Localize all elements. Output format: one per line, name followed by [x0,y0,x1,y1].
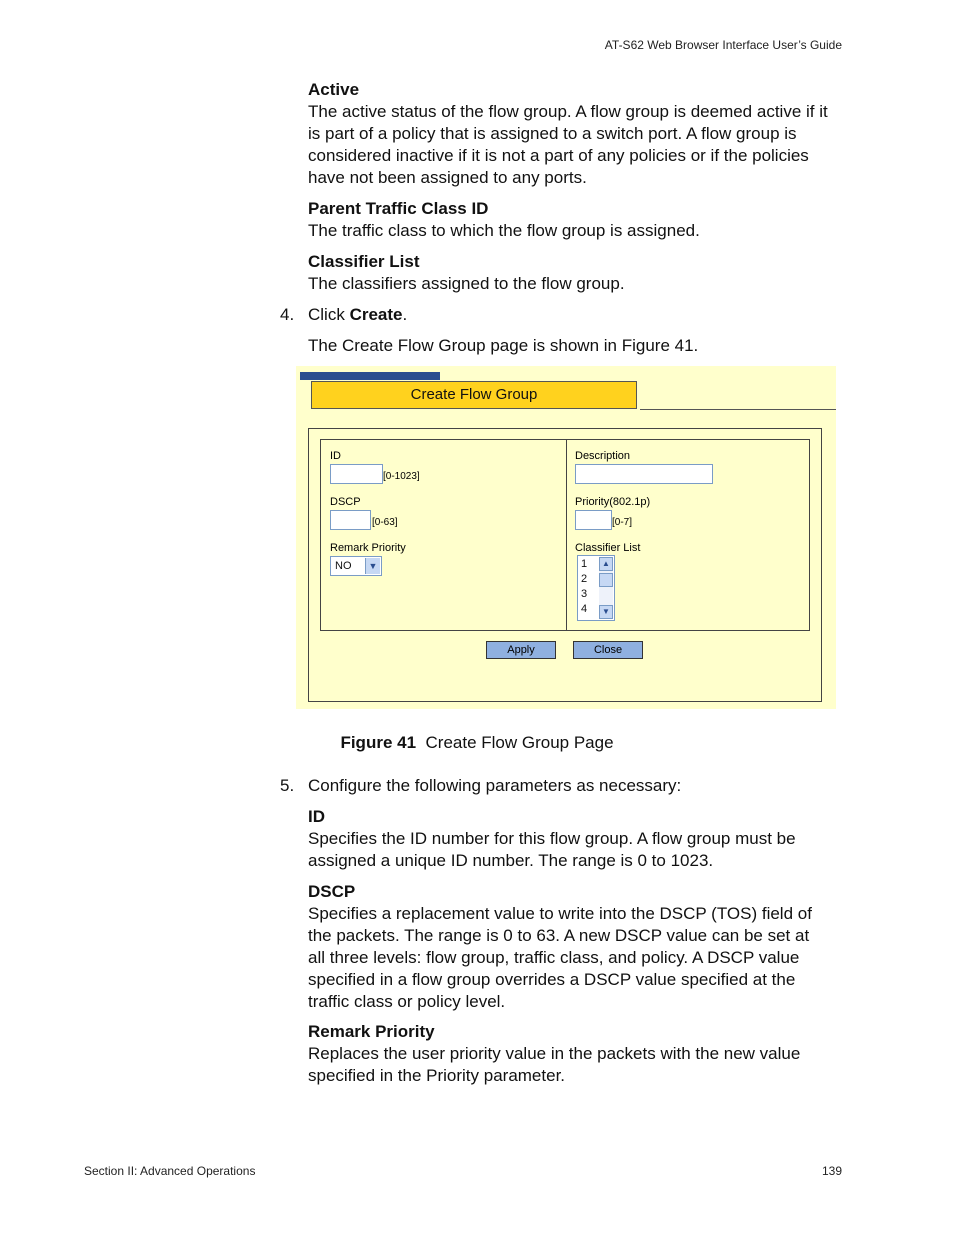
list-item[interactable]: 1 [581,558,588,570]
list-item[interactable]: 3 [581,588,588,600]
list-item[interactable]: 4 [581,603,588,615]
apply-button[interactable]: Apply [486,641,556,659]
id-range: [0-1023] [383,471,420,482]
step-instruction: Configure the following parameters as necessary: [308,776,682,795]
column-divider [566,440,567,630]
footer-section: Section II: Advanced Operations [84,1164,256,1178]
step-number: 5. [280,776,295,795]
priority-input[interactable] [575,510,612,530]
dscp-input[interactable] [330,510,371,530]
remark-priority-value: NO [335,560,352,572]
step-prefix: Click [308,305,350,324]
page-number: 139 [821,1164,842,1178]
param-desc: Replaces the user priority value in the packets with the new value specified in the Priority parameter. [308,1044,801,1085]
param-term: ID [308,807,325,826]
param-parent-traffic-class [308,198,828,242]
param-term: Active [308,80,360,99]
create-flow-group-figure [296,366,836,709]
step-number: 4. [280,305,295,324]
priority-label: Priority(802.1p) [575,496,651,508]
id-label: ID [330,450,341,462]
param-id [308,806,828,872]
param-desc: The active status of the flow group. A flow group is deemed active if it is part of a policy that is assigned to a switch port. A flow group is considered inactive if it is not a part of any policies or if the policies have not been assigned to any ports. [308,102,828,187]
param-desc: Specifies a replacement value to write into the DSCP (TOS) field of the packets. The range is 0 to 63. A new DSCP value can be set at all three levels: flow group, traffic class, and policy. A DSCP value specified in a flow group overrides a DSCP value specified at the traffic class or policy level. [308,904,812,1011]
list-item[interactable]: 2 [581,573,588,585]
page-title-tab: Create Flow Group [311,381,637,409]
dscp-range: [0-63] [372,517,398,528]
running-header: AT-S62 Web Browser Interface User’s Guide [604,38,842,52]
param-remark-priority [308,1021,828,1087]
chevron-up-icon[interactable]: ▲ [599,557,613,571]
figure-number: Figure 41 [340,733,417,752]
chevron-down-icon[interactable]: ▼ [365,558,380,574]
remark-priority-label: Remark Priority [330,542,406,554]
scrollbar-thumb[interactable] [599,573,613,587]
param-active [308,79,828,189]
dscp-label: DSCP [330,496,361,508]
param-term: Parent Traffic Class ID [308,199,489,218]
param-desc: Specifies the ID number for this flow group. A flow group must be assigned a unique ID number. The range is 0 to 1023. [308,829,796,870]
param-desc: The classifiers assigned to the flow group. [308,274,625,293]
step-instruction [308,304,828,326]
param-term: DSCP [308,882,356,901]
form-fields-box [320,439,810,631]
param-desc: The traffic class to which the flow group is assigned. [308,221,700,240]
step-suffix: . [402,305,408,324]
form-panel [308,428,822,702]
param-term: Classifier List [308,252,420,271]
classifier-list-label: Classifier List [575,542,641,554]
description-label: Description [575,450,631,462]
tab-underline [640,409,836,410]
listbox-scrollbar[interactable] [599,557,613,619]
chevron-down-icon[interactable]: ▼ [599,605,613,619]
param-dscp [308,881,828,1013]
description-input[interactable] [575,464,713,484]
param-classifier-list [308,251,828,295]
step-note: The Create Flow Group page is shown in Figure 41. [308,336,699,355]
priority-range: [0-7] [612,517,633,528]
figure-caption [0,733,954,753]
close-button[interactable]: Close [573,641,643,659]
classifier-listbox[interactable] [577,555,615,621]
tab-strip [300,372,440,380]
param-term: Remark Priority [308,1022,435,1041]
remark-priority-select[interactable] [330,556,382,576]
step-action: Create [349,305,403,324]
id-input[interactable] [330,464,383,484]
figure-title: Create Flow Group Page [425,733,614,752]
